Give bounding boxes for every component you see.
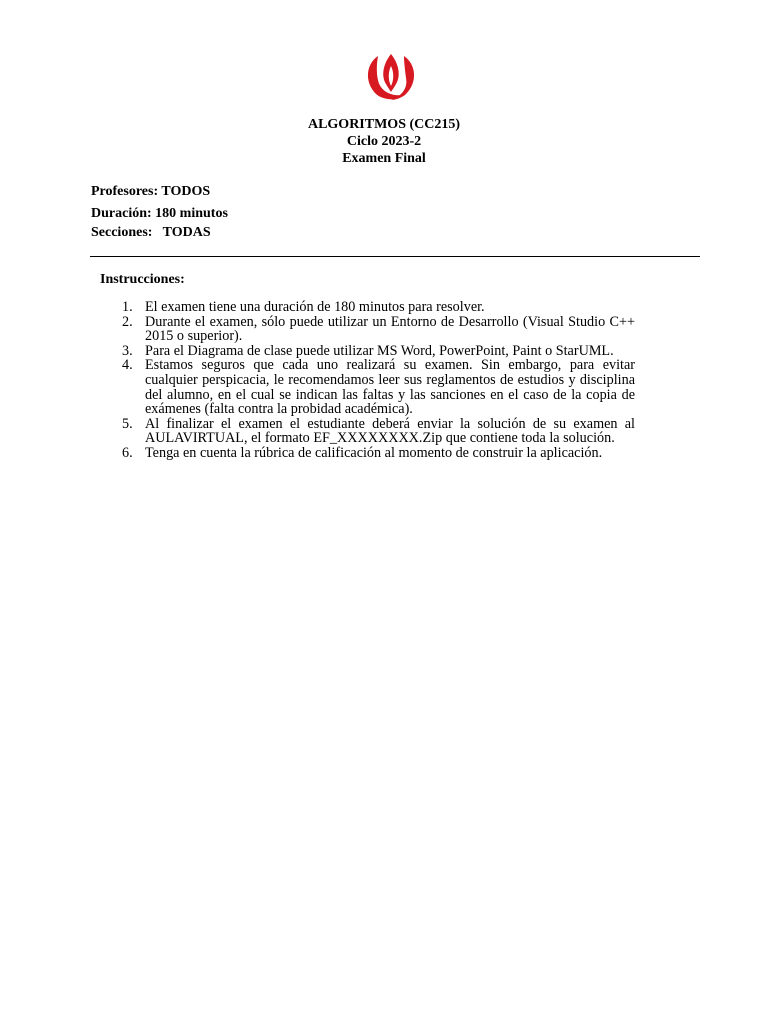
course-title: ALGORITMOS (CC215) bbox=[307, 117, 461, 132]
instruction-number: 4. bbox=[122, 357, 133, 374]
instructions-list bbox=[110, 300, 635, 461]
instruction-text: El examen tiene una duración de 180 minutos para resolver. bbox=[145, 299, 485, 315]
instruction-number: 6. bbox=[122, 444, 133, 461]
professors-line: Profesores: TODOS bbox=[91, 184, 211, 199]
instruction-item bbox=[110, 358, 635, 416]
instruction-number: 5. bbox=[122, 415, 133, 432]
instruction-text: Durante el examen, sólo puede utilizar un Entorno de Desarrollo (Visual Studio C++ 2015 o superior). bbox=[145, 313, 635, 345]
instruction-number: 2. bbox=[122, 313, 133, 330]
instruction-text: Para el Diagrama de clase puede utilizar MS Word, PowerPoint, Paint o StarUML. bbox=[145, 342, 614, 359]
cycle-label: Ciclo 2023-2 bbox=[346, 134, 422, 149]
instruction-number: 3. bbox=[122, 342, 133, 359]
instruction-item bbox=[110, 446, 635, 461]
exam-title-block bbox=[0, 116, 768, 167]
instruction-item bbox=[110, 315, 635, 344]
sections-line: Secciones: TODAS bbox=[91, 225, 211, 240]
exam-type-label: Examen Final bbox=[342, 151, 426, 166]
instruction-item bbox=[110, 300, 635, 315]
instruction-text: Estamos seguros que cada uno realizará su examen. Sin embargo, para evitar cualquier perspicacia, le recomendamos leer sus reglamentos de estudios y disciplina del alumno, en el cual se indican las faltas y las sanciones en el caso de la copia de exámenes (falta contra la probidad académica). bbox=[145, 357, 635, 418]
instruction-text: Tenga en cuenta la rúbrica de calificación al momento de construir la aplicación. bbox=[145, 444, 603, 461]
upc-logo-icon bbox=[364, 52, 418, 102]
instruction-item bbox=[110, 344, 635, 359]
instructions-heading: Instrucciones: bbox=[100, 272, 185, 287]
horizontal-divider bbox=[90, 256, 700, 257]
instruction-number: 1. bbox=[122, 299, 133, 315]
instruction-text: Al finalizar el examen el estudiante deberá enviar la solución de su examen al AULAVIRTUAL, el formato EF_XXXXXXXX.Zip que contiene toda la solución. bbox=[145, 415, 635, 447]
instruction-item bbox=[110, 417, 635, 446]
duration-line: Duración: 180 minutos bbox=[91, 206, 228, 221]
